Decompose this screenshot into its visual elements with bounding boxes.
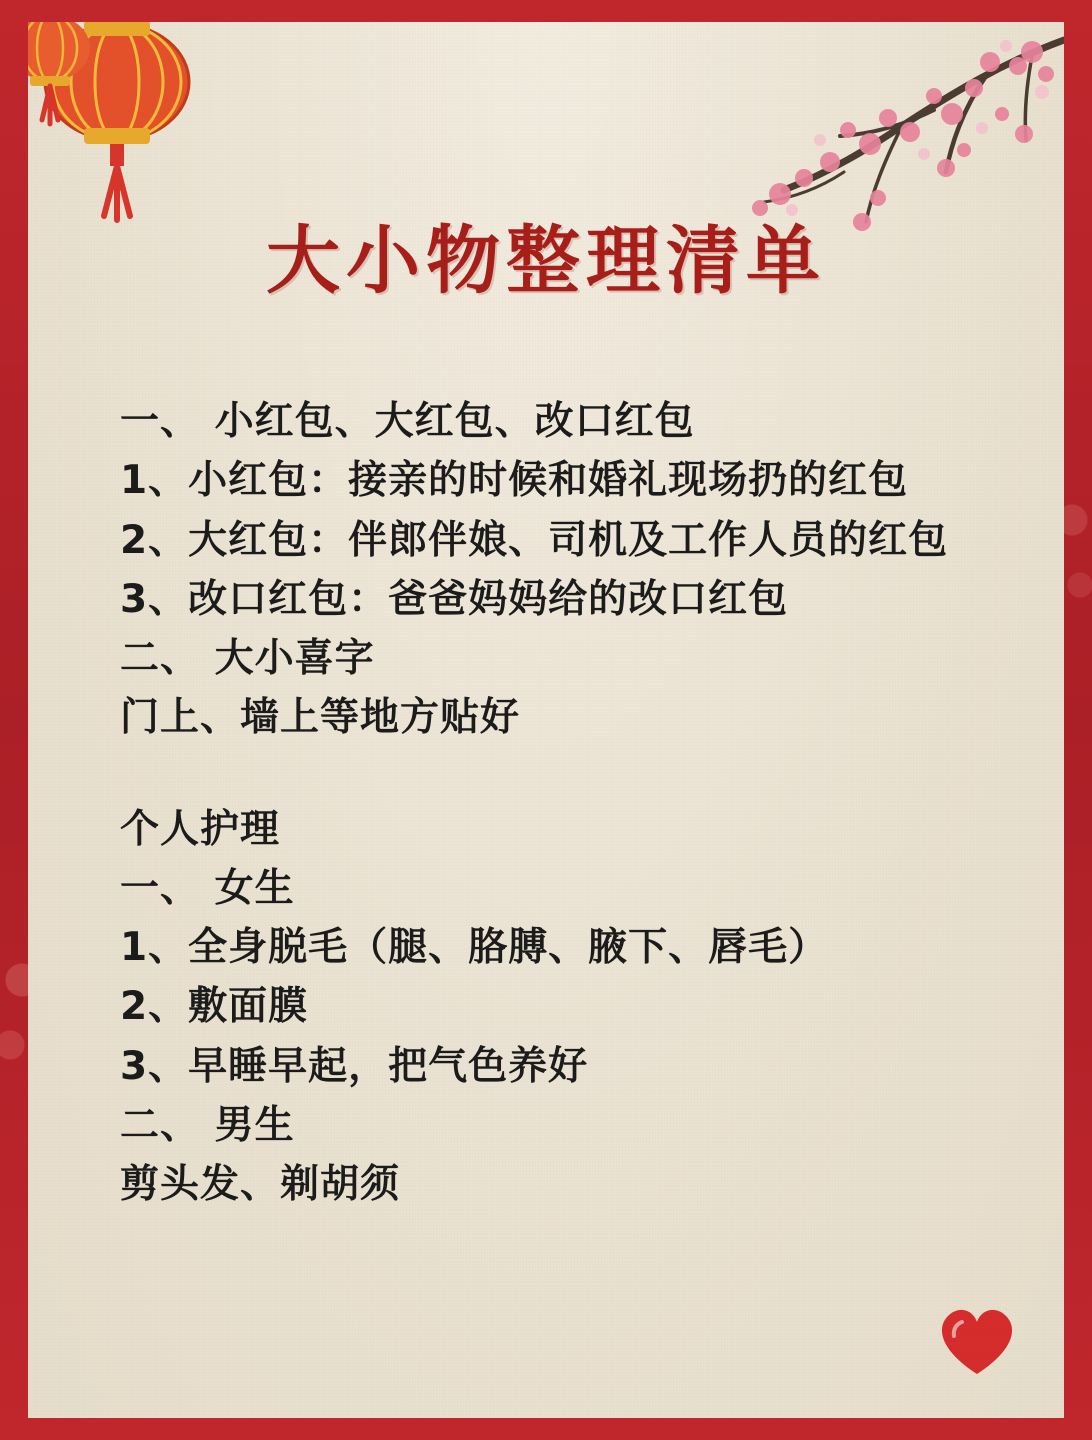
list-item: 3、改口红包：爸爸妈妈给的改口红包 bbox=[120, 576, 789, 622]
list-item: 1、全身脱毛（腿、胳膊、腋下、唇毛） bbox=[120, 925, 829, 971]
section-spacer bbox=[120, 748, 1020, 800]
lantern-icon bbox=[28, 22, 242, 232]
content-body bbox=[120, 392, 1020, 1214]
list-item: 一、 小红包、大红包、改口红包 bbox=[120, 399, 695, 444]
list-item: 一、 女生 bbox=[120, 865, 295, 911]
list-item: 3、早睡早起，把气色养好 bbox=[120, 1043, 589, 1089]
list-item: 1、小红包：接亲的时候和婚礼现场扔的红包 bbox=[120, 458, 909, 504]
heart-icon bbox=[932, 1298, 1022, 1378]
page-title: 大小物整理清单 bbox=[266, 218, 826, 304]
list-item: 2、敷面膜 bbox=[120, 984, 309, 1030]
list-item: 二、 男生 bbox=[120, 1102, 295, 1148]
list-item: 剪头发、剃胡须 bbox=[120, 1162, 401, 1208]
list-item: 2、大红包：伴郎伴娘、司机及工作人员的红包 bbox=[120, 517, 949, 563]
list-item: 门上、墙上等地方贴好 bbox=[120, 695, 521, 741]
list-item: 二、 大小喜字 bbox=[120, 636, 375, 682]
paper-sheet bbox=[28, 22, 1064, 1418]
section-heading: 个人护理 bbox=[120, 806, 281, 852]
